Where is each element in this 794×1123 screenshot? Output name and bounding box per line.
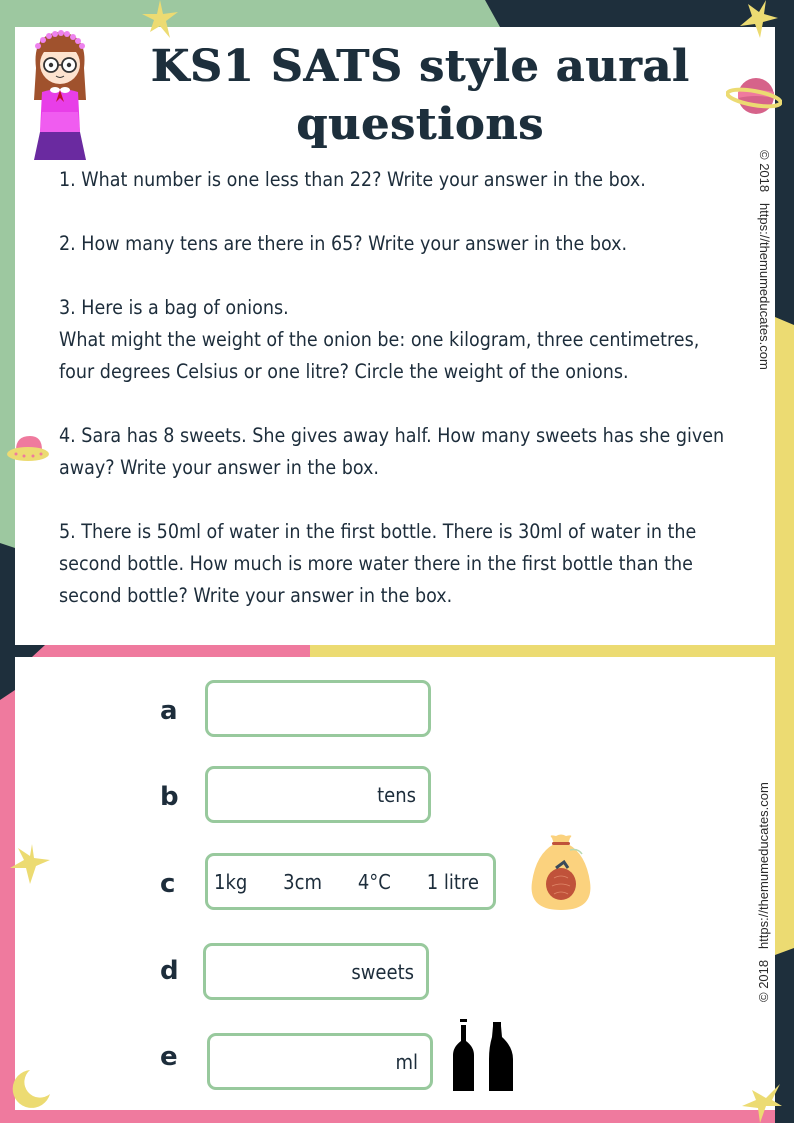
onion-bag-icon (526, 834, 596, 914)
answer-box-a[interactable] (205, 680, 431, 737)
ufo-icon (6, 434, 50, 466)
copyright-bottom: © 2018 https://themumeducates.com (756, 782, 771, 1002)
question-3 (59, 292, 729, 388)
star-icon (142, 0, 178, 40)
answer-letter-c: c (160, 869, 176, 899)
star-icon (10, 842, 52, 884)
answer-unit-e: ml (395, 1049, 418, 1074)
option-1kg[interactable]: 1kg (214, 869, 248, 894)
answer-box-c (205, 853, 496, 910)
answer-unit-b: tens (377, 782, 416, 807)
answer-letter-b: b (160, 782, 179, 812)
answer-letter-a: a (160, 696, 178, 726)
answer-letter-d: d (160, 956, 179, 986)
question-4: 4. Sara has 8 sweets. She gives away half. How many sweets has she given away? Write your answer in the box. (59, 424, 725, 479)
question-1: 1. What number is one less than 22? Write your answer in the box. (59, 168, 646, 191)
page-title (120, 38, 720, 154)
girl-with-glasses-icon (28, 28, 92, 168)
question-5: 5. There is 50ml of water in the first bottle. There is 30ml of water in the second bottle. How much is more water there in the first bottle than the second bottle? Write your answer in the box. (59, 520, 697, 607)
option-4c[interactable]: 4°C (357, 869, 391, 894)
copyright-top: © 2018 https://themumeducates.com (757, 150, 772, 370)
option-1-litre[interactable]: 1 litre (426, 869, 479, 894)
title-line-1: KS1 SATS style aural (150, 41, 690, 92)
star-icon (738, 0, 780, 42)
crescent-moon-icon (10, 1068, 52, 1110)
question-3-body: What might the weight of the onion be: one kilogram, three centimetres, four degrees Celsius or one litre? Circle the weight of the onions. (59, 328, 700, 383)
planet-icon (726, 74, 782, 118)
answer-box-e[interactable] (207, 1033, 433, 1090)
title-line-2: questions (296, 99, 544, 150)
weight-options (214, 870, 479, 894)
question-list (59, 164, 729, 612)
answer-box-b[interactable] (205, 766, 431, 823)
option-3cm[interactable]: 3cm (283, 869, 323, 894)
question-3-intro: 3. Here is a bag of onions. (59, 296, 289, 319)
star-icon (742, 1084, 782, 1123)
answer-unit-d: sweets (351, 959, 414, 984)
answer-letter-e: e (160, 1042, 178, 1072)
question-2: 2. How many tens are there in 65? Write your answer in the box. (59, 232, 628, 255)
answer-box-d[interactable] (203, 943, 429, 1000)
bottles-icon (450, 1019, 516, 1093)
